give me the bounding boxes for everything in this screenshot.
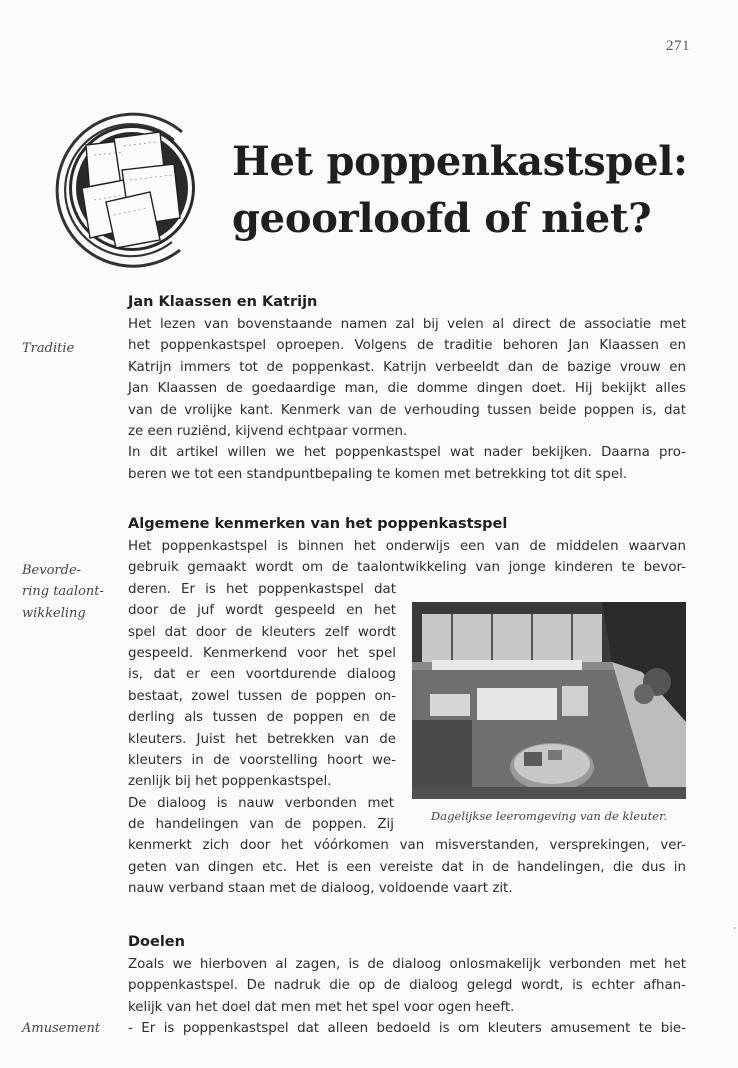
text-line: kleuters in de voorstelling hoort we-	[128, 752, 396, 768]
text-line: door de juf wordt gespeeld en het	[128, 603, 396, 619]
text-line: In dit artikel willen we het poppenkastspel wat nader bekijken. Daarna pro-	[128, 445, 686, 461]
text-line: beren we tot een standpuntbepaling te komen met betrekking tot dit spel.	[128, 466, 628, 482]
text-line: derling als tussen de poppen en de	[128, 710, 396, 726]
text-line: kleuters. Juist het betrekken van de	[128, 731, 396, 747]
text-line: De dialoog is nauw verbonden met	[128, 795, 394, 811]
section-doelen	[128, 931, 686, 1040]
text-line: kelijk van het doel dat men met het spel voor ogen heeft.	[128, 999, 515, 1015]
classroom-photo	[412, 602, 686, 799]
text-line: is, dat er een voortdurende dialoog	[128, 667, 396, 683]
figure-caption: Dagelijkse leeromgeving van de kleuter.	[430, 809, 668, 823]
text-line: kenmerkt zich door het vóórkomen van misverstanden, versprekingen, ver-	[128, 838, 686, 854]
margin-note-traditie	[22, 338, 122, 359]
text-line: van de vrolijke kant. Kenmerk van de verhouding tussen beide poppen is, dat	[128, 402, 686, 418]
section-jan-klaassen	[128, 291, 686, 485]
stray-mark: '	[733, 926, 736, 935]
section-heading: Doelen	[128, 934, 185, 950]
margin-note-amusement	[22, 1018, 122, 1039]
text-line: zenlijk bij het poppenkastspel.	[128, 774, 332, 790]
text-line: poppenkastspel. De nadruk die op de dialoog gelegd wordt, is echter afhan-	[128, 978, 686, 994]
margin-note-line: Traditie	[22, 341, 75, 356]
margin-note-bevordering	[22, 560, 122, 624]
text-line: deren. Er is het poppenkastspel dat	[128, 581, 396, 597]
text-line: nauw verband staan met de dialoog, voldoende vaart zit.	[128, 881, 513, 897]
text-line: Jan Klaassen de goedaardige man, die domme dingen doet. Hij bekijkt alles	[128, 381, 686, 397]
text-line: Zoals we hierboven al zagen, is de dialoog onlosmakelijk verbonden met het	[128, 957, 686, 972]
page-title	[232, 133, 688, 247]
text-line: Het poppenkastspel is binnen het onderwijs een van de middelen waarvan	[128, 539, 686, 554]
page-number: 271	[666, 38, 690, 54]
text-line: - Er is poppenkastspel dat alleen bedoeld is om kleuters amusement te bie-	[128, 1021, 686, 1037]
paper-sheets-logo-icon	[24, 100, 204, 280]
section-heading: Jan Klaassen en Katrijn	[128, 294, 318, 310]
text-line: Katrijn immers tot de poppenkast. Katrijn verbeeldt dan de bazige vrouw en	[128, 359, 686, 375]
text-line: het poppenkastspel oproepen. Volgens de traditie behoren Jan Klaassen en	[128, 338, 686, 354]
section-heading: Algemene kenmerken van het poppenkastspel	[128, 516, 508, 532]
margin-note-line: ring taalont-	[22, 584, 104, 600]
text-line: Het lezen van bovenstaande namen zal bij velen al direct de associatie met	[128, 317, 686, 332]
classroom-figure	[412, 602, 686, 823]
text-line: gespeeld. Kenmerkend voor het spel	[128, 645, 396, 661]
text-line: geten van dingen etc. Het is een vereiste dat in de handelingen, die dus in	[128, 859, 686, 875]
title-line: Het poppenkastspel:	[232, 138, 688, 185]
text-line: ze een ruziënd, kijvend echtpaar vormen.	[128, 423, 408, 439]
text-line: bestaat, zowel tussen de poppen on-	[128, 688, 396, 704]
margin-note-line: wikkeling	[22, 605, 86, 621]
margin-note-line: Bevorde-	[22, 563, 82, 578]
text-line: de handelingen van de poppen. Zij	[128, 817, 394, 833]
text-line: spel dat door de kleuters zelf wordt	[128, 624, 396, 640]
margin-note-line: Amusement	[22, 1021, 101, 1036]
text-line: gebruik gemaakt wordt om de taalontwikkeling van jonge kinderen te bevor-	[128, 560, 686, 576]
title-line: geoorloofd of niet?	[232, 195, 652, 242]
